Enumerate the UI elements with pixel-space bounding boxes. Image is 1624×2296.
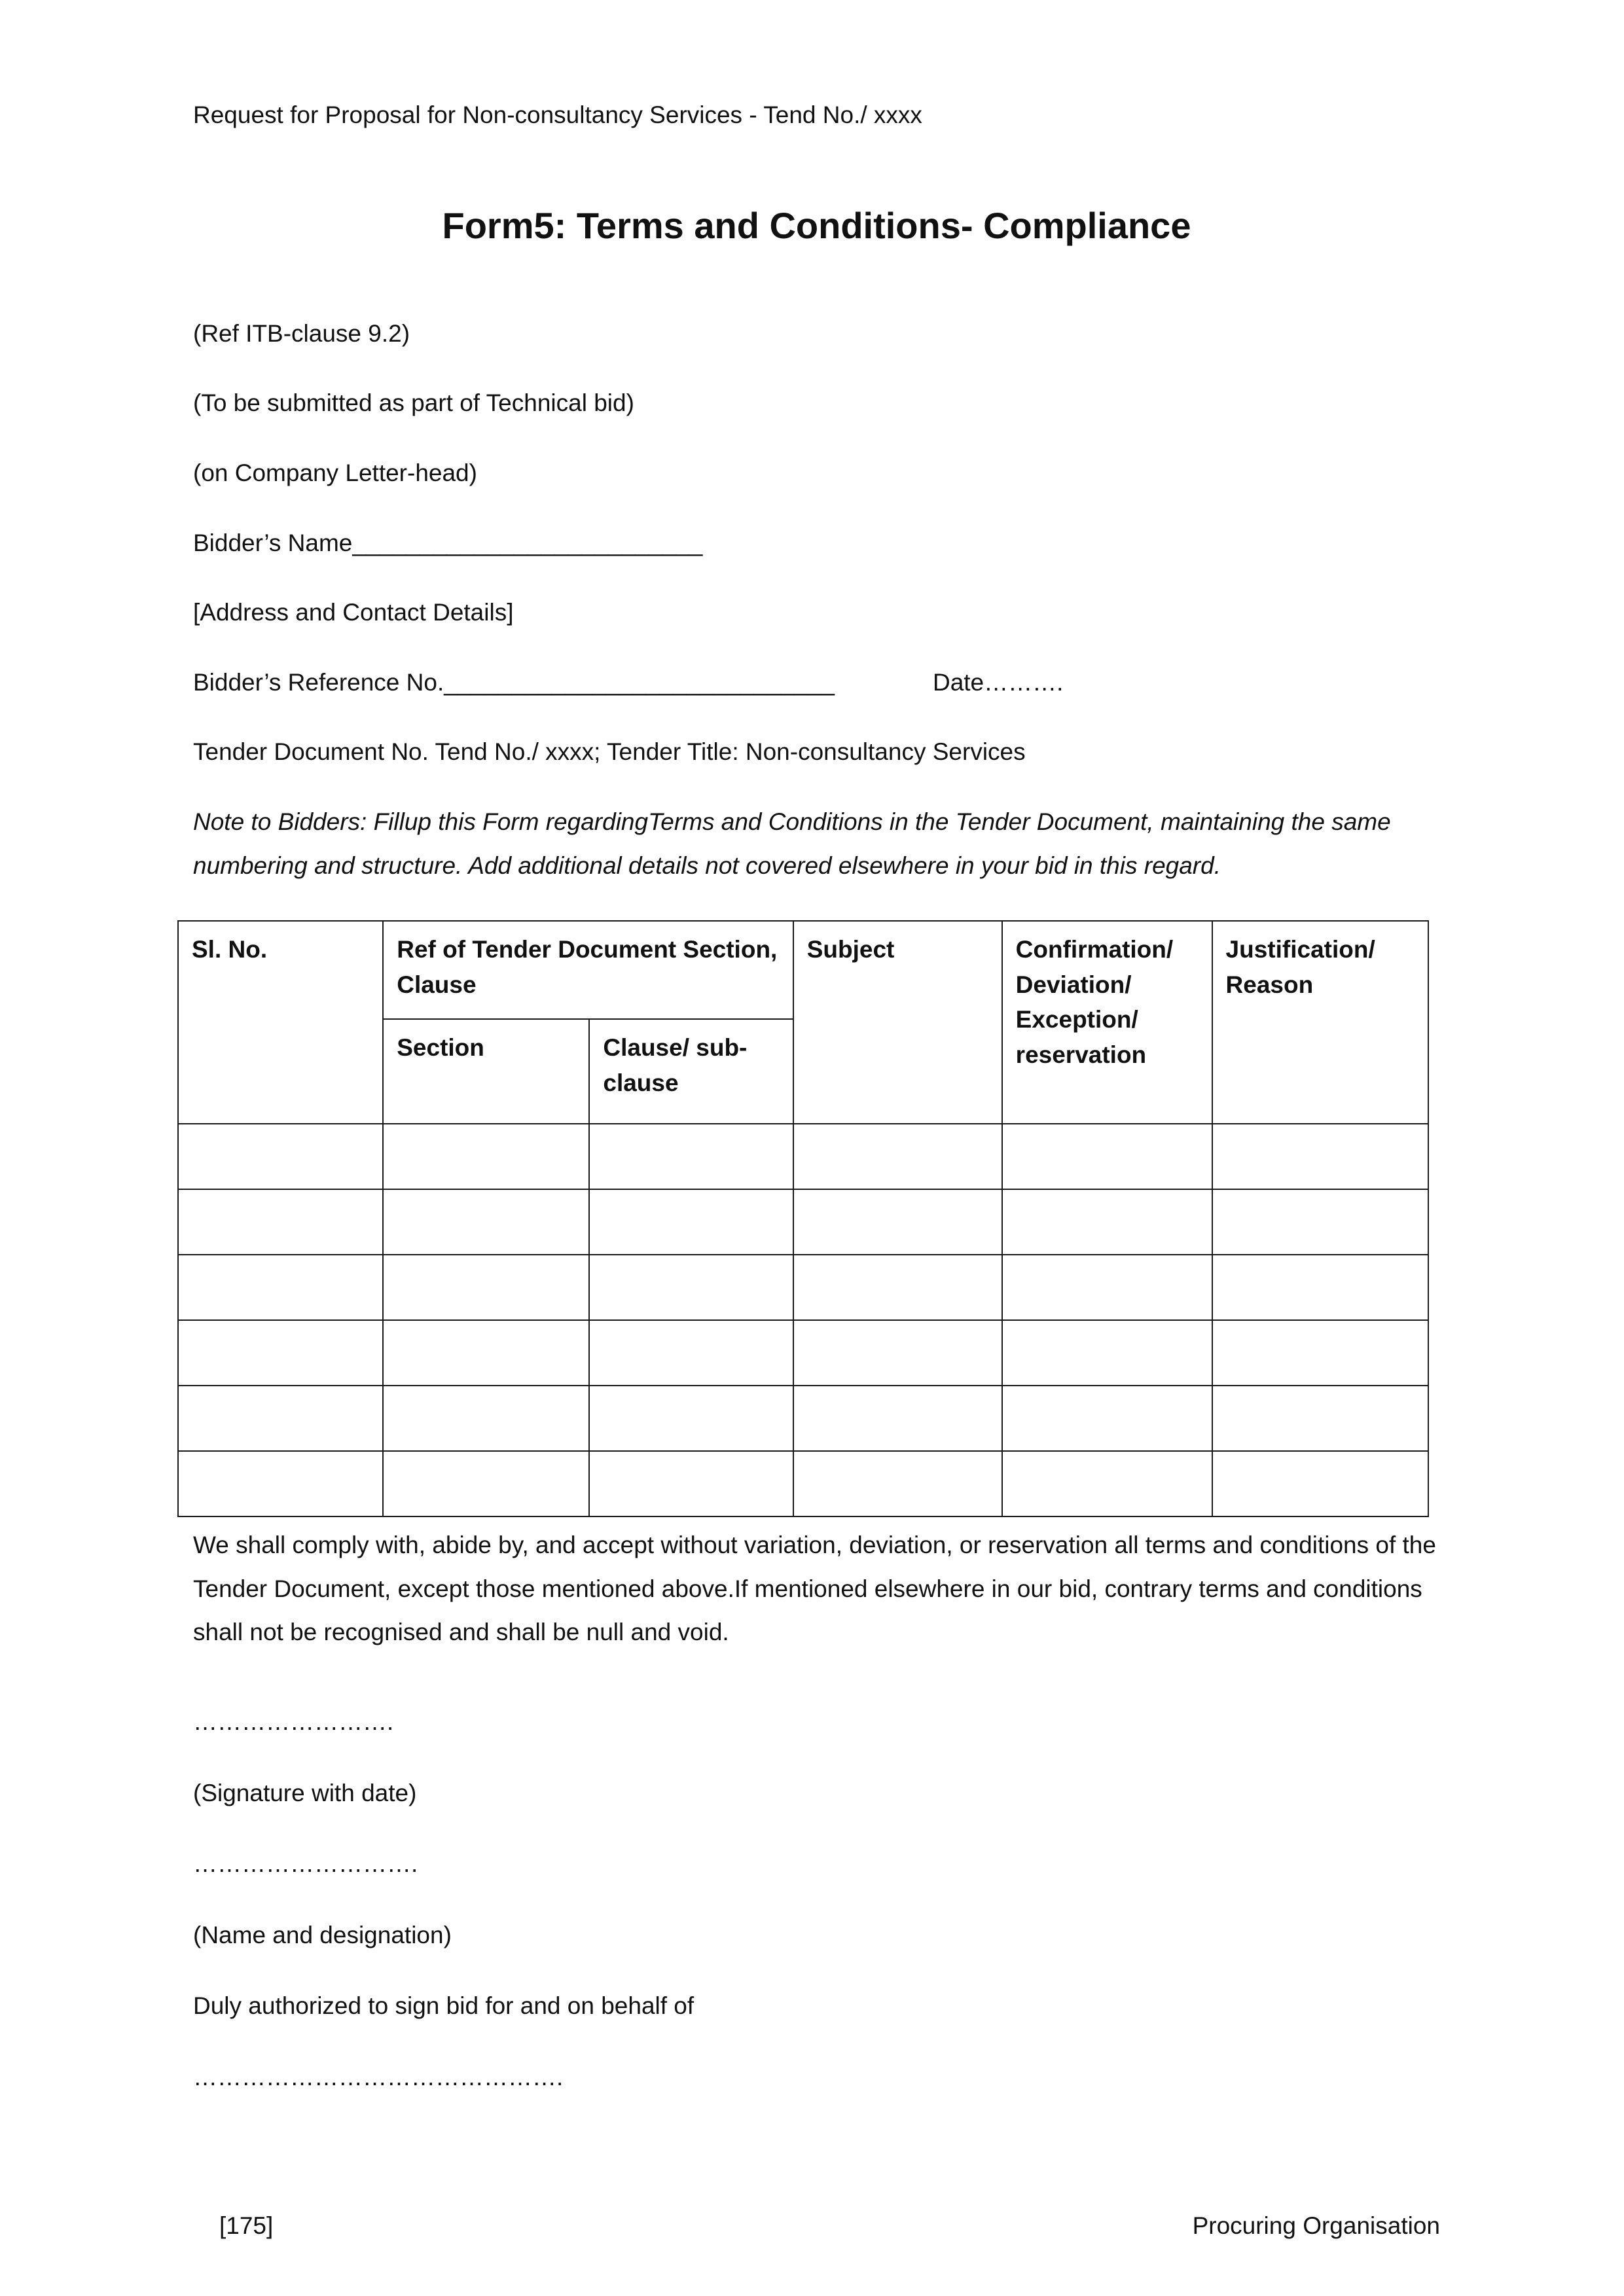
table-empty-row <box>178 1255 1428 1320</box>
table-empty-cell <box>1212 1320 1428 1386</box>
table-empty-cell <box>793 1124 1002 1189</box>
address-line: [Address and Contact Details] <box>193 599 514 626</box>
note-to-bidders: Note to Bidders: Fillup this Form regardingTerms and Conditions in the Tender Document, maintaining the same numbering and structure. Add additional details not covered elsewhere in your bid in this regard. <box>193 808 1391 879</box>
table-empty-cell <box>589 1451 793 1516</box>
table-empty-cell <box>793 1255 1002 1320</box>
table-empty-cell <box>178 1189 383 1255</box>
column-header-confirmation: Confirmation/ Deviation/ Exception/ reservation <box>1002 921 1212 1124</box>
table-empty-cell <box>383 1386 589 1451</box>
column-header-ref-group: Ref of Tender Document Section, Clause <box>383 921 793 1019</box>
bidder-reference-row <box>193 661 1440 705</box>
signature-label: (Signature with date) <box>193 1779 417 1806</box>
column-header-clause: Clause/ sub-clause <box>589 1019 793 1124</box>
bidder-reference-line: Bidder’s Reference No._____________________________ <box>193 668 835 696</box>
table-empty-row <box>178 1386 1428 1451</box>
table-empty-cell <box>178 1386 383 1451</box>
authorization-line: Duly authorized to sign bid for and on behalf of <box>193 1992 695 2020</box>
ref-clause-line: (Ref ITB-clause 9.2) <box>193 319 410 347</box>
document-running-header: Request for Proposal for Non-consultancy Services - Tend No./ xxxx <box>193 101 922 128</box>
table-empty-cell <box>589 1320 793 1386</box>
table-empty-cell <box>589 1255 793 1320</box>
table-empty-cell <box>178 1451 383 1516</box>
table-empty-cell <box>1212 1189 1428 1255</box>
table-empty-cell <box>178 1124 383 1189</box>
table-empty-cell <box>1002 1189 1212 1255</box>
table-empty-cell <box>178 1255 383 1320</box>
submission-note-line: (To be submitted as part of Technical bid) <box>193 389 634 417</box>
table-empty-row <box>178 1124 1428 1189</box>
table-empty-row <box>178 1189 1428 1255</box>
table-empty-cell <box>589 1189 793 1255</box>
table-empty-cell <box>1212 1386 1428 1451</box>
table-empty-cell <box>1212 1451 1428 1516</box>
table-empty-row <box>178 1320 1428 1386</box>
table-empty-cell <box>1002 1255 1212 1320</box>
table-empty-cell <box>1212 1124 1428 1189</box>
column-header-subject: Subject <box>793 921 1002 1124</box>
table-empty-cell <box>1002 1451 1212 1516</box>
table-empty-cell <box>793 1451 1002 1516</box>
table-empty-cell <box>383 1124 589 1189</box>
document-content <box>193 98 1440 2126</box>
table-empty-cell <box>1002 1124 1212 1189</box>
footer-organisation: Procuring Organisation <box>1192 2212 1440 2239</box>
table-empty-cell <box>178 1320 383 1386</box>
date-label: Date………. <box>932 668 1064 696</box>
table-empty-cell <box>589 1124 793 1189</box>
name-dots: ………………………. <box>193 1850 418 1878</box>
compliance-table-body <box>178 1124 1428 1516</box>
signature-dots: ……………………. <box>193 1708 394 1735</box>
table-empty-cell <box>793 1386 1002 1451</box>
table-empty-cell <box>1002 1320 1212 1386</box>
compliance-statement: We shall comply with, abide by, and accept without variation, deviation, or reservation all terms and conditions of the Tender Document, except those mentioned above.If mentioned elsewhere in our bid, contrary terms and conditions shall not be recognised and shall be null and void. <box>193 1532 1436 1646</box>
letterhead-note-line: (on Company Letter-head) <box>193 459 477 486</box>
bidder-name-line: Bidder’s Name__________________________ <box>193 529 703 556</box>
table-empty-cell <box>383 1255 589 1320</box>
behalf-dots: ………………………………………. <box>193 2063 564 2090</box>
page-number: [175] <box>219 2212 274 2239</box>
table-empty-cell <box>793 1320 1002 1386</box>
table-empty-cell <box>589 1386 793 1451</box>
table-empty-cell <box>383 1189 589 1255</box>
table-empty-row <box>178 1451 1428 1516</box>
table-empty-cell <box>383 1451 589 1516</box>
column-header-section: Section <box>383 1019 589 1124</box>
signature-block <box>193 1700 1440 2100</box>
name-designation-label: (Name and designation) <box>193 1921 452 1948</box>
form-title: Form5: Terms and Conditions- Compliance <box>442 204 1191 246</box>
document-footer <box>193 2212 1440 2240</box>
compliance-table <box>177 920 1429 1517</box>
column-header-justification: Justification/ Reason <box>1212 921 1428 1124</box>
table-empty-cell <box>1002 1386 1212 1451</box>
tender-document-line: Tender Document No. Tend No./ xxxx; Tender Title: Non-consultancy Services <box>193 738 1026 766</box>
table-empty-cell <box>793 1189 1002 1255</box>
compliance-table-header <box>178 921 1428 1124</box>
table-empty-cell <box>1212 1255 1428 1320</box>
table-empty-cell <box>383 1320 589 1386</box>
column-header-sl-no: Sl. No. <box>178 921 383 1124</box>
